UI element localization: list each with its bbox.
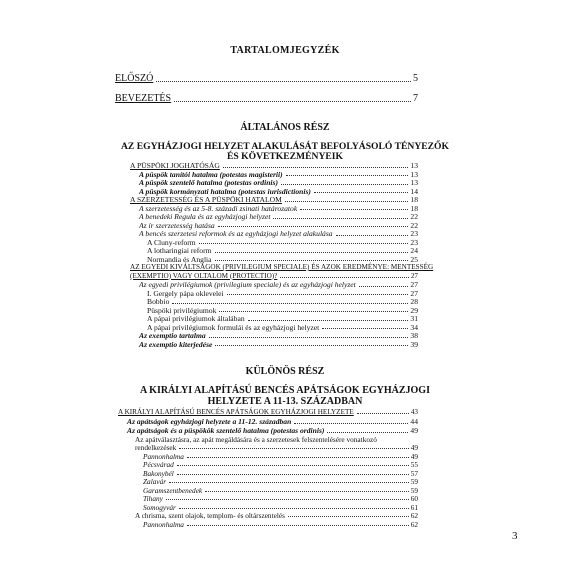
entry-page: 24 (410, 246, 418, 255)
dot-leader (215, 345, 408, 346)
toc-entry[interactable] (147, 239, 418, 247)
toc-entry[interactable] (147, 324, 418, 332)
dot-leader (179, 448, 408, 449)
toc-entry[interactable] (130, 263, 434, 271)
entry-title: Az apátságok egyházjogi helyzete a 11-12. században (127, 417, 292, 426)
entry-title: A chrisma, szent olajok, templom- és oltárszentelés (135, 511, 285, 520)
toc-entry[interactable] (130, 196, 418, 204)
dot-leader (174, 101, 411, 102)
dot-leader (177, 474, 409, 475)
entry-title: A püspök tanítói hatalma (potestas magisterii) (139, 169, 283, 179)
toc-entry[interactable] (147, 315, 418, 323)
dot-leader (359, 286, 409, 287)
entry-title: A püspök szentelő hatalma (potestas ordinis) (139, 178, 279, 187)
entry-page: 38 (410, 331, 418, 340)
dot-leader (357, 413, 409, 414)
toc-entry[interactable] (143, 495, 418, 502)
toc-entry[interactable] (139, 213, 418, 221)
dot-leader (227, 294, 409, 295)
toc-entry[interactable] (143, 461, 418, 468)
entry-page: 28 (410, 297, 418, 306)
toc-entry[interactable] (147, 247, 418, 255)
entry-page: 23 (410, 229, 418, 238)
toc-entry[interactable] (127, 427, 418, 435)
entry-title: Az apátválasztásra, az apát megáldására és a szerzetesek felszentelésére vonatkozó (135, 435, 377, 444)
entry-title: A bencés szerzetesi reformok és az egyházjogi helyzet alakulása (139, 229, 333, 238)
entry-page: 13 (410, 178, 418, 187)
entry-title: ELŐSZÓ (115, 73, 154, 84)
entry-title: A benedeki Regula és az egyházjogi helyzet (139, 212, 271, 221)
entry-title: Bakonybél (143, 468, 174, 478)
toc-entry[interactable] (147, 290, 418, 298)
entry-page: 57 (410, 468, 418, 478)
entry-page: 18 (410, 195, 418, 204)
entry-page: 13 (410, 169, 418, 179)
dot-leader (172, 303, 408, 304)
entry-page: 55 (410, 460, 418, 469)
toc-entry[interactable] (147, 298, 418, 306)
dot-leader (215, 260, 409, 261)
entry-title: Pannonhalma (143, 451, 184, 461)
entry-title: A püspök kormányzati hatalma (potestas iurisdictionis) (139, 186, 311, 196)
entry-page: 31 (410, 314, 418, 323)
entry-page: 62 (410, 519, 418, 529)
entry-page: 22 (410, 212, 418, 221)
entry-page: 14 (410, 186, 418, 196)
dot-leader (219, 311, 408, 312)
toc-entry[interactable] (135, 444, 418, 451)
entry-title: A PÜSPÖKI JOGHATÓSÁG (130, 161, 220, 170)
part2-label: KÜLÖNÖS RÉSZ (245, 366, 325, 377)
entry-page: 49 (410, 426, 418, 435)
toc-entry[interactable] (143, 470, 418, 477)
dot-leader (273, 218, 408, 219)
toc-entry[interactable] (127, 418, 418, 426)
toc-entry[interactable] (130, 162, 418, 170)
entry-page: 49 (410, 451, 418, 461)
toc-entry[interactable] (139, 341, 418, 349)
toc-entry-bevezetes[interactable] (115, 94, 418, 104)
entry-title: Püspöki privilégiumok (147, 305, 217, 315)
entry-title: A lotharingiai reform (147, 246, 212, 255)
dot-leader (223, 167, 409, 168)
entry-title: Bobbio (147, 297, 170, 306)
dot-leader (199, 243, 409, 244)
toc-entry[interactable] (143, 478, 418, 485)
dot-leader (248, 320, 409, 321)
entry-page: 13 (410, 161, 418, 170)
dot-leader (215, 252, 409, 253)
toc-entry-eloszo[interactable] (115, 74, 418, 84)
entry-title: Zalavár (143, 477, 167, 486)
part2-heading-line1: A KIRÁLYI ALAPÍTÁSÚ BENCÉS APÁTSÁGOK EGYHÁZJOGI (140, 385, 430, 396)
entry-title: Pannonhalma (143, 519, 184, 529)
dot-leader (285, 201, 408, 202)
entry-page: 29 (410, 305, 418, 315)
entry-page: 43 (410, 408, 418, 416)
dot-leader (288, 516, 409, 517)
entry-title: Az apátságok és a püspökök szentelő hatalma (potestas ordinis) (127, 426, 325, 435)
entry-page: 61 (410, 502, 418, 512)
entry-title: Az exemptio kiterjedése (139, 339, 213, 349)
dot-leader (281, 184, 408, 185)
dot-leader (300, 209, 408, 210)
toc-entry[interactable] (139, 171, 418, 179)
entry-title: A KIRÁLYI ALAPÍTÁSÚ BENCÉS APÁTSÁGOK EGYHÁZJOGI HELYZETE (118, 408, 354, 416)
dot-leader (218, 226, 409, 227)
toc-entry[interactable] (139, 332, 418, 340)
entry-page: 49 (410, 443, 418, 452)
entry-page: 27 (410, 280, 418, 289)
entry-title: A pápai privilégiumok formulái és az egyházjogi helyzet (147, 322, 320, 332)
dot-leader (322, 328, 408, 329)
entry-title: AZ EGYEDI KIVÁLTSÁGOK (PRIVILEGIUM SPECIALE) ÉS AZOK EREDMÉNYE: MENTESSÉG (130, 263, 434, 271)
toc-entry[interactable] (118, 409, 418, 416)
toc-entry[interactable] (130, 273, 418, 280)
dot-leader (209, 337, 409, 338)
dot-leader (205, 491, 409, 492)
part1-heading-line2: ÉS KÖVETKEZMÉNYEIK (227, 151, 343, 162)
page-number: 3 (512, 530, 518, 542)
dot-leader (169, 482, 409, 483)
toc-entry[interactable] (139, 230, 418, 238)
entry-title: A Cluny-reform (147, 237, 196, 247)
dot-leader (166, 499, 409, 500)
entry-title: (EXEMPTIO) VAGY OLTALOM (PROTECTIO)? (130, 271, 278, 280)
entry-page: 59 (410, 477, 418, 486)
dot-leader (327, 432, 408, 433)
entry-page: 5 (413, 73, 418, 84)
entry-title: Normandia és Anglia (147, 254, 212, 264)
entry-title: Pécsvárad (143, 460, 174, 469)
part1-heading-line1: AZ EGYHÁZJOGI HELYZET ALAKULÁSÁT BEFOLYÁSOLÓ TÉNYEZŐK (121, 141, 449, 152)
entry-page: 59 (410, 485, 418, 495)
entry-page: 62 (410, 511, 418, 520)
toc-entry[interactable] (139, 179, 418, 187)
part1-label: ÁLTALÁNOS RÉSZ (240, 122, 330, 133)
entry-title: Az exemptio tartalma (139, 331, 206, 340)
entry-page: 27 (410, 271, 418, 280)
toc-entry[interactable] (147, 256, 418, 264)
toc-title: TARTALOMJEGYZÉK (230, 45, 340, 56)
toc-entry[interactable] (139, 281, 418, 289)
toc-entry[interactable] (143, 487, 418, 494)
toc-entry[interactable] (139, 222, 418, 230)
entry-title: BEVEZETÉS (115, 93, 172, 104)
entry-page: 18 (410, 203, 418, 213)
entry-page: 60 (410, 494, 418, 503)
entry-title: Garamszentbenedek (143, 485, 203, 495)
dot-leader (294, 423, 408, 424)
entry-page: 27 (410, 288, 418, 298)
toc-entry[interactable] (147, 307, 418, 315)
dot-leader (156, 81, 411, 82)
dot-leader (187, 525, 409, 526)
entry-title: Somogyvár (143, 502, 176, 512)
entry-title: I. Gergely pápa oklevelei (147, 288, 224, 298)
entry-page: 44 (410, 417, 418, 426)
entry-title: Az ír szerzetesség hatása (139, 220, 215, 230)
entry-page: 39 (410, 339, 418, 349)
entry-title: rendelkezések (135, 443, 177, 452)
part2-heading-line2: HELYZETE A 11-13. SZÁZADBAN (207, 396, 363, 407)
entry-page: 25 (410, 254, 418, 264)
entry-page: 34 (410, 322, 418, 332)
toc-entry[interactable] (143, 521, 418, 528)
dot-leader (286, 175, 409, 176)
toc-entry[interactable] (143, 453, 418, 460)
entry-title: Tihany (143, 494, 163, 503)
entry-title: A szerzetesség és az 5-8. századi zsinati határozatok (139, 203, 298, 213)
toc-entry[interactable] (135, 512, 418, 519)
dot-leader (179, 508, 409, 509)
toc-entry[interactable] (139, 188, 418, 196)
entry-title: A SZERZETESSÉG ÉS A PÜSPÖKI HATALOM (130, 195, 282, 204)
entry-page: 7 (413, 93, 418, 104)
dot-leader (187, 457, 409, 458)
toc-entry[interactable] (135, 436, 418, 443)
entry-page: 23 (410, 237, 418, 247)
dot-leader (336, 235, 409, 236)
entry-page: 22 (410, 220, 418, 230)
toc-entry[interactable] (139, 205, 418, 213)
dot-leader (280, 277, 408, 278)
dot-leader (314, 192, 408, 193)
toc-entry[interactable] (143, 504, 418, 511)
entry-title: A pápai privilégiumok általában (147, 314, 245, 323)
entry-title: Az egyedi privilégiumok (privilegium speciale) és az egyházjogi helyzet (139, 280, 356, 289)
dot-leader (177, 465, 409, 466)
